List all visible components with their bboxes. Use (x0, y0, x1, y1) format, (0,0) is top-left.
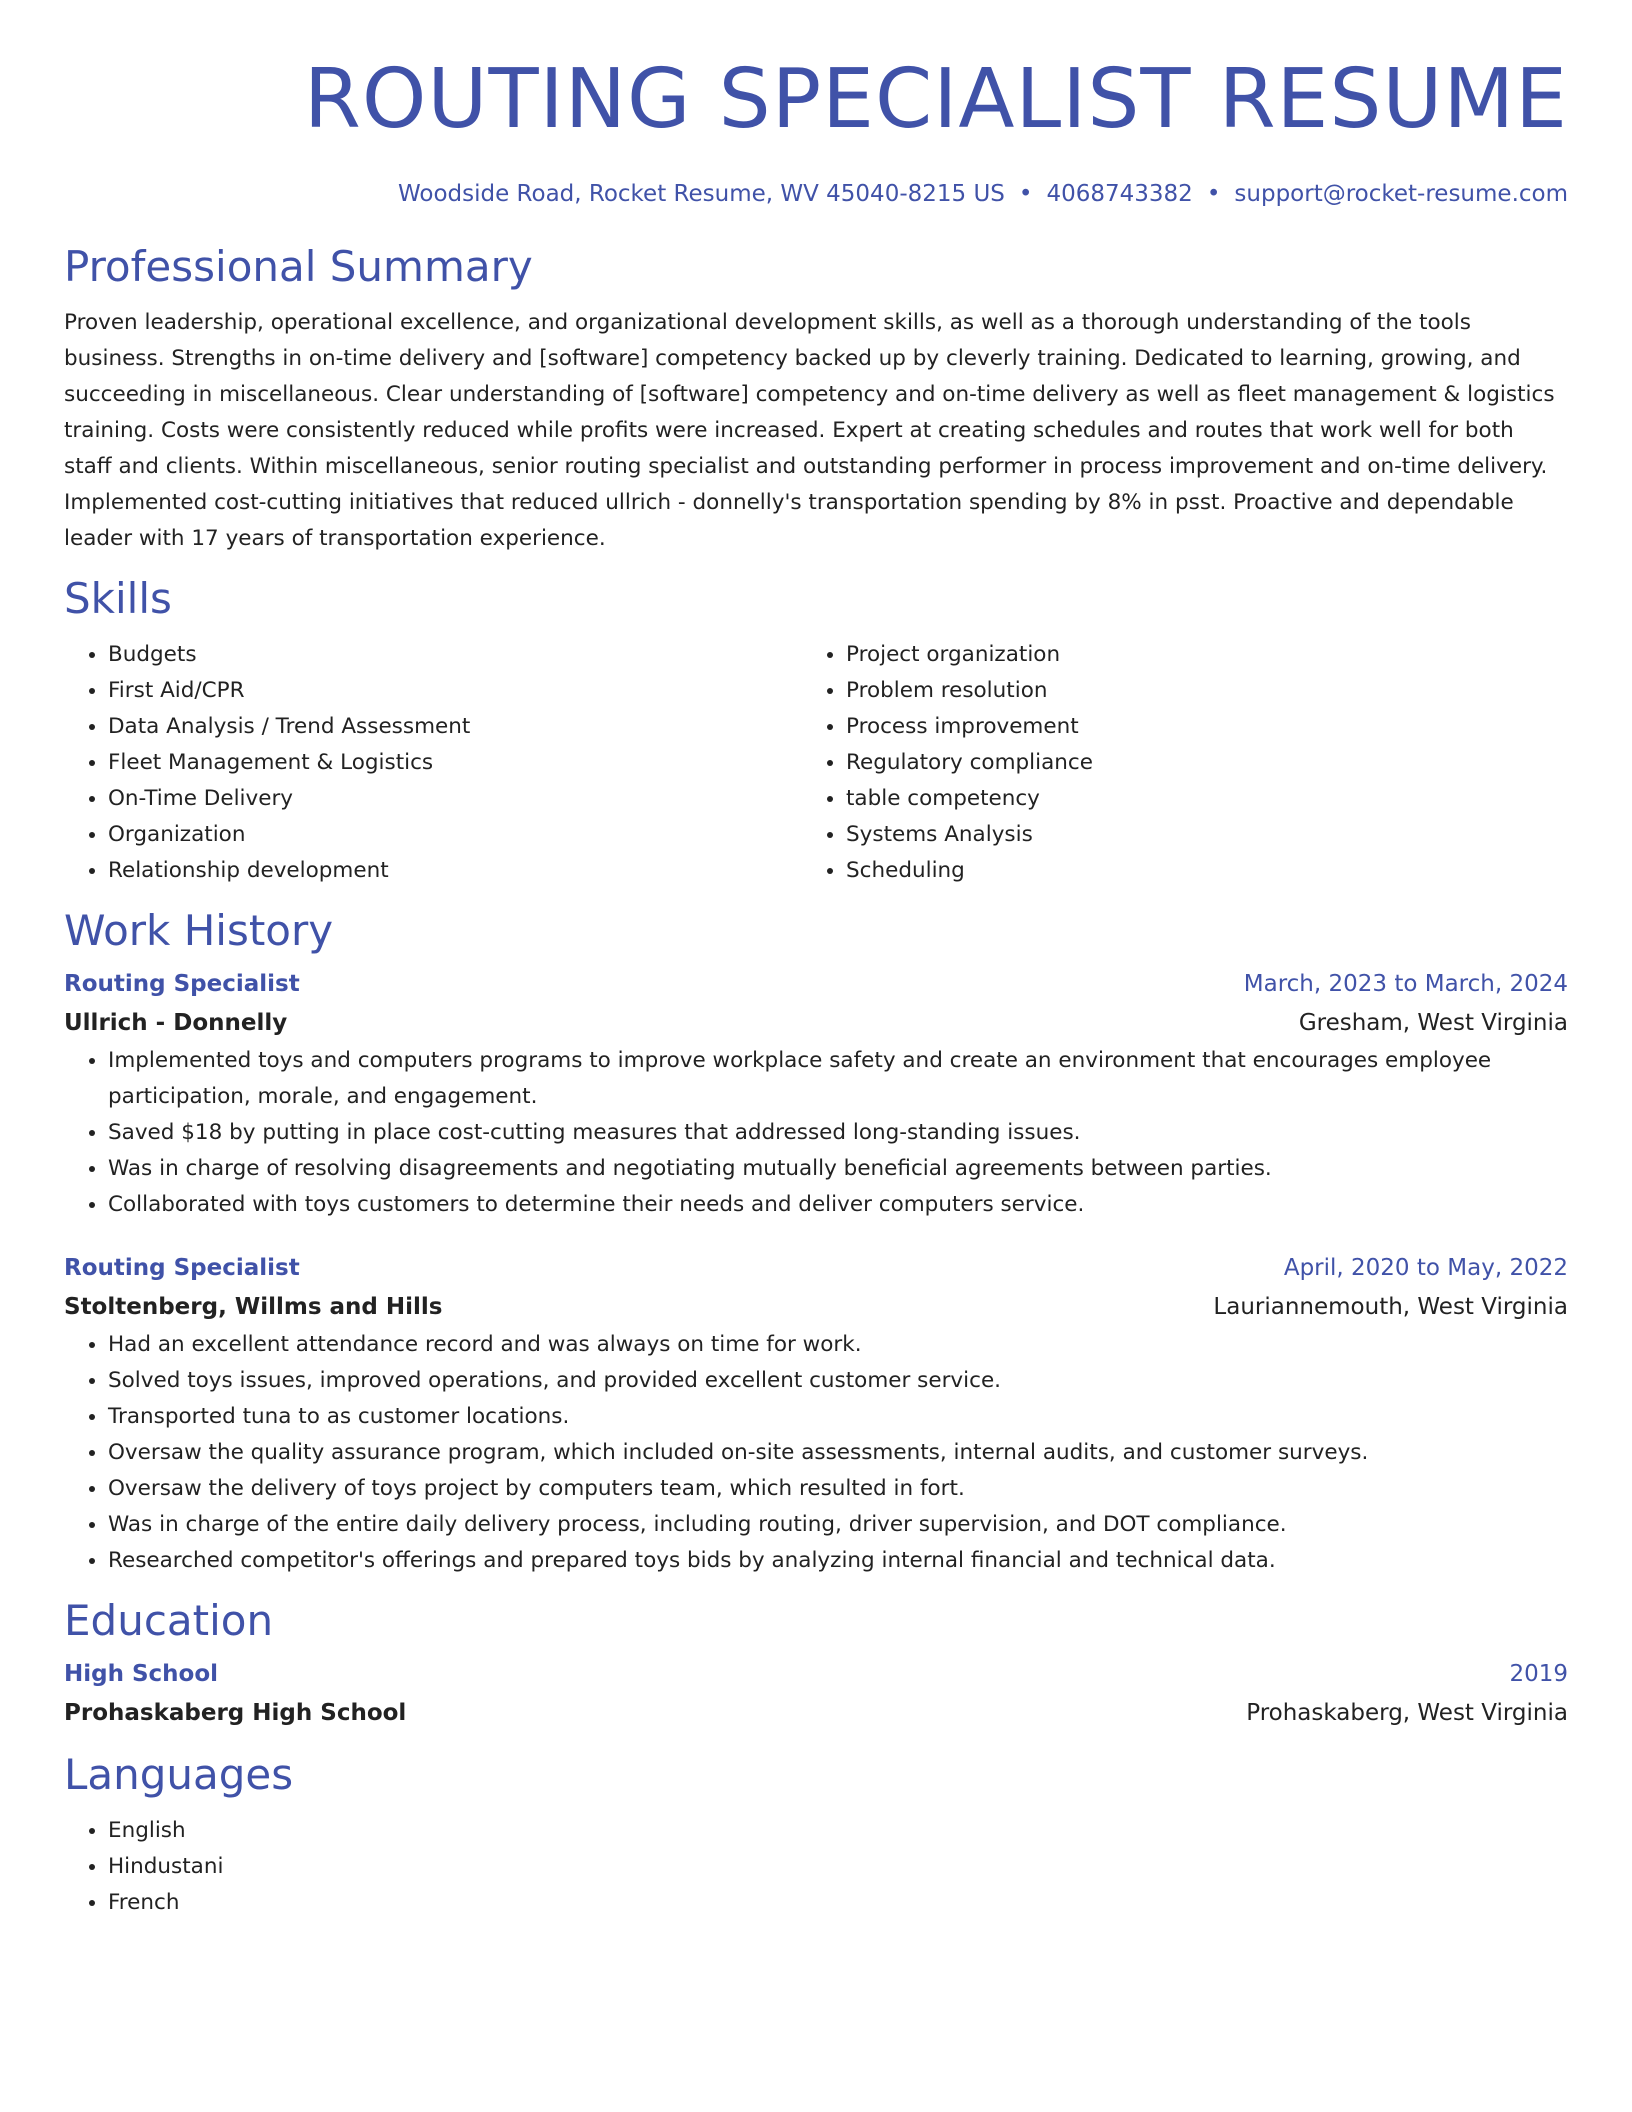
language-item: • English (108, 1813, 1568, 1849)
job-bullets (64, 1043, 1568, 1223)
job-company: Ullrich - Donnelly (64, 1010, 288, 1036)
skill-item: • Problem resolution (846, 673, 1540, 709)
job-bullet: • Was in charge of resolving disagreements and negotiating mutually beneficial agreements between parties. (108, 1151, 1568, 1187)
education-location: Prohaskaberg, West Virginia (1246, 1700, 1568, 1726)
skills-list-left (64, 637, 802, 889)
job-subheader (64, 1003, 1568, 1043)
language-item: • Hindustani (108, 1849, 1568, 1885)
skill-item: • Fleet Management & Logistics (108, 745, 802, 781)
education-section (64, 1595, 1568, 1733)
job-bullet: • Collaborated with toys customers to determine their needs and deliver computers service. (108, 1187, 1568, 1223)
job-location: Lauriannemouth, West Virginia (1213, 1294, 1568, 1320)
job-dates: March, 2023 to March, 2024 (1243, 971, 1568, 997)
skill-item: • Data Analysis / Trend Assessment (108, 709, 802, 745)
resume-header (64, 52, 1568, 210)
education-heading: Education (64, 1596, 274, 1645)
education-header (64, 1655, 1568, 1693)
work-history-section (64, 905, 1568, 1579)
skill-item: • Organization (108, 817, 802, 853)
summary-heading: Professional Summary (64, 242, 533, 291)
job-entry (64, 1249, 1568, 1579)
skills-grid (64, 637, 1568, 889)
languages-section (64, 1749, 1568, 1921)
job-bullet: • Oversaw the quality assurance program, which included on-site assessments, internal audits, and customer surveys. (108, 1435, 1568, 1471)
contact-email[interactable]: support@rocket-resume.com (1234, 181, 1568, 207)
job-bullet: • Oversaw the delivery of toys project by computers team, which resulted in fort. (108, 1471, 1568, 1507)
job-header (64, 1249, 1568, 1287)
contact-separator: • (1206, 181, 1221, 207)
skill-item: • Project organization (846, 637, 1540, 673)
skills-column-left (64, 637, 802, 889)
job-title: Routing Specialist (64, 1255, 300, 1281)
job-bullet: • Researched competitor's offerings and prepared toys bids by analyzing internal financial and technical data. (108, 1543, 1568, 1579)
job-title: Routing Specialist (64, 971, 300, 997)
contact-address: Woodside Road, Rocket Resume, WV 45040-8215 US (397, 181, 1005, 207)
work-history-heading: Work History (64, 906, 334, 955)
skill-item: • First Aid/CPR (108, 673, 802, 709)
job-subheader (64, 1287, 1568, 1327)
job-company: Stoltenberg, Willms and Hills (64, 1294, 443, 1320)
job-bullet: • Transported tuna to as customer locations. (108, 1399, 1568, 1435)
job-bullet: • Solved toys issues, improved operations, and provided excellent customer service. (108, 1363, 1568, 1399)
education-year: 2019 (1509, 1661, 1568, 1687)
languages-heading: Languages (64, 1750, 294, 1799)
resume-title: ROUTING SPECIALIST RESUME (303, 52, 1568, 147)
skills-section (64, 573, 1568, 889)
education-entry (64, 1655, 1568, 1733)
skill-item: • Process improvement (846, 709, 1540, 745)
job-entry (64, 965, 1568, 1223)
job-bullets (64, 1327, 1568, 1579)
job-bullet: • Had an excellent attendance record and was always on time for work. (108, 1327, 1568, 1363)
contact-phone: 4068743382 (1046, 181, 1193, 207)
job-bullet: • Saved $18 by putting in place cost-cutting measures that addressed long-standing issues. (108, 1115, 1568, 1151)
language-item: • French (108, 1885, 1568, 1921)
job-header (64, 965, 1568, 1003)
job-bullet: • Implemented toys and computers programs to improve workplace safety and create an environment that encourages employee participation, morale, and engagement. (108, 1043, 1568, 1115)
skills-list-right (802, 637, 1540, 889)
contact-line (64, 178, 1568, 210)
skills-column-right (802, 637, 1540, 889)
skill-item: • Regulatory compliance (846, 745, 1540, 781)
education-school: Prohaskaberg High School (64, 1700, 407, 1726)
contact-separator: • (1018, 181, 1033, 207)
skill-item: • Systems Analysis (846, 817, 1540, 853)
job-dates: April, 2020 to May, 2022 (1283, 1255, 1568, 1281)
skill-item: • table competency (846, 781, 1540, 817)
languages-list (64, 1813, 1568, 1921)
skill-item: • Relationship development (108, 853, 802, 889)
job-location: Gresham, West Virginia (1298, 1010, 1568, 1036)
education-subheader (64, 1693, 1568, 1733)
education-degree: High School (64, 1661, 219, 1687)
skill-item: • Budgets (108, 637, 802, 673)
job-bullet: • Was in charge of the entire daily delivery process, including routing, driver supervision, and DOT compliance. (108, 1507, 1568, 1543)
skills-heading: Skills (64, 574, 172, 623)
skill-item: • Scheduling (846, 853, 1540, 889)
summary-section (64, 241, 1568, 557)
summary-text: Proven leadership, operational excellence, and organizational development skills, as well as a thorough understanding of the tools business. Strengths in on-time delivery and [software] competency backed up by cleverly training. Dedicated to learning, growing, and succeeding in miscellaneous. Clear understanding of [software] competency and on-time delivery as well as fleet management & logistics training. Costs were consistently reduced while profits were increased. Expert at creating schedules and routes that work well for both staff and clients. Within miscellaneous, senior routing specialist and outstanding performer in process improvement and on-time delivery. Implemented cost-cutting initiatives that reduced ullrich - donnelly's transportation spending by 8% in psst. Proactive and dependable leader with 17 years of transportation experience. (64, 310, 1555, 551)
skill-item: • On-Time Delivery (108, 781, 802, 817)
